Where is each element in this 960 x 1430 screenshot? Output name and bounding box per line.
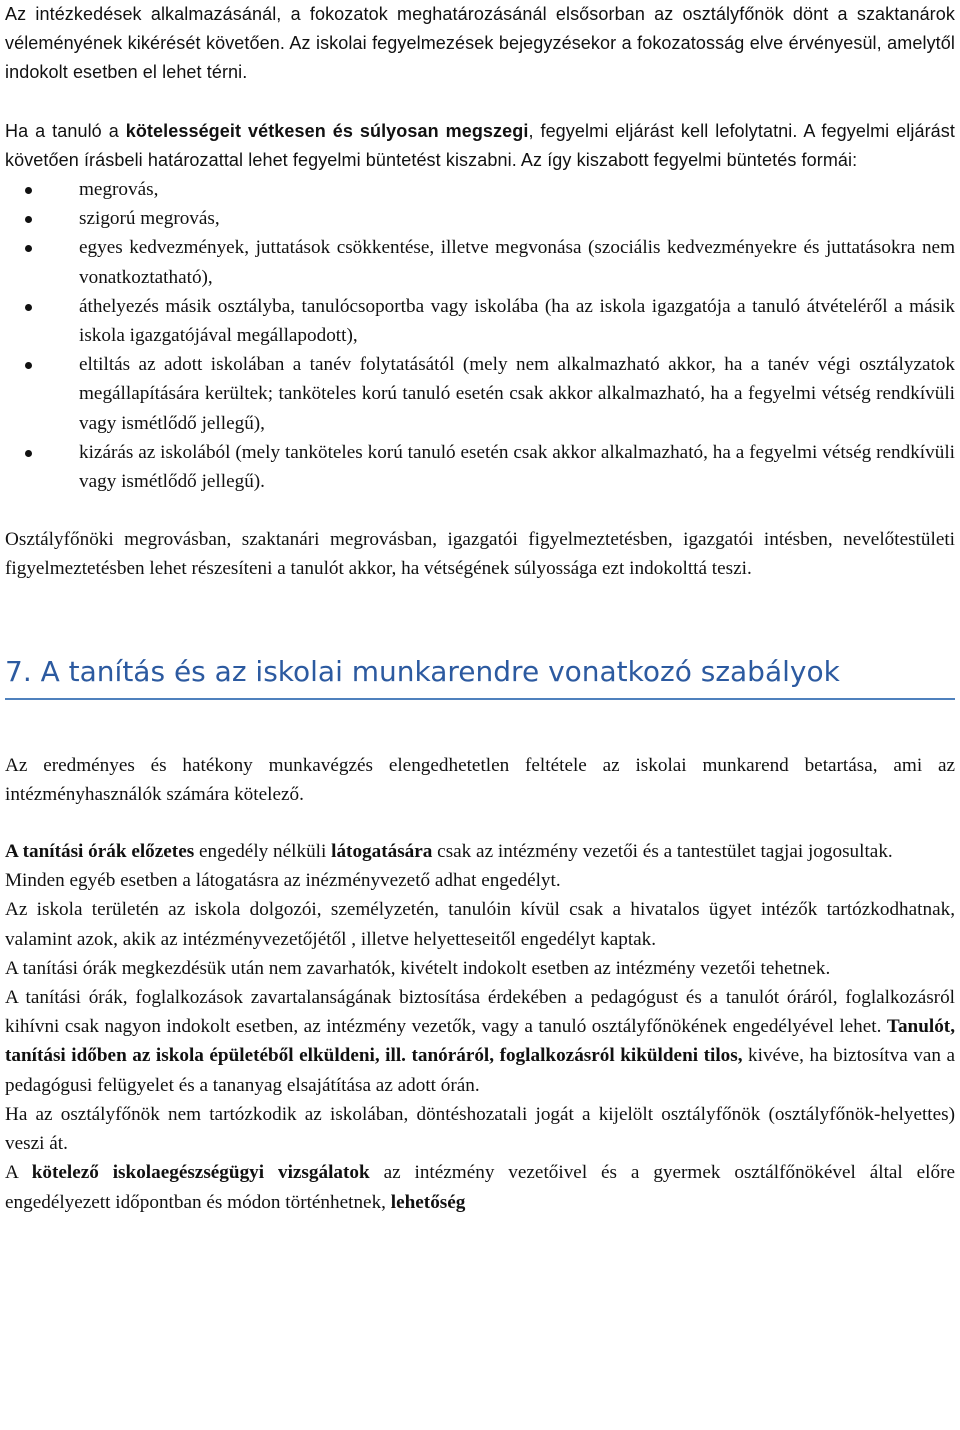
section-heading: 7. A tanítás és az iskolai munkarendre vonatkozó szabályok — [5, 652, 955, 700]
bold-run: A tanítási órák előzetes — [5, 841, 195, 863]
text-run: A tanítási órák, foglalkozások zavartalanságának biztosítása érdekében a pedagógust és a tanulót óráról, foglalkozásról kihívni csak nagyon indokolt esetben, az intézmény vezetők, vagy a tanuló osztályfőnökének engedélyével lehet. — [5, 987, 955, 1038]
text-run: kivéve, ha biztosítva van a pedagógusi felügyelet és a tananyag elsajátítása az adott órán. — [5, 1045, 955, 1096]
bold-run: Tanulót, tanítási időben az iskola épületéből elküldeni, ill. tanóráról, foglalkozásról kiküldeni tilos, — [5, 1016, 955, 1067]
text-run: A — [5, 1162, 32, 1184]
paragraph-school-area: Az iskola területén az iskola dolgozói, személyzetén, tanulóin kívül csak a hivatalos ügyet intézők tartózkodhatnak, valamint azok, akik az intézményvezetőjétől , illetve helyetteseitől engedélyt kaptak. — [5, 899, 955, 950]
bullet-icon — [25, 187, 32, 194]
paragraph-no-disturbance: A tanítási órák megkezdésük után nem zavarhatók, kivételt indokolt esetben az intézmény vezetői tehetnek. — [5, 957, 831, 979]
list-item-text: kizárás az iskolából (mely tanköteles korú tanuló esetén csak akkor alkalmazható, ha a fegyelmi vétség rendkívüli vagy ismétlődő jellegű). — [79, 441, 955, 493]
paragraph-intro: Az intézkedések alkalmazásánál, a fokozatok meghatározásánál elsősorban az osztályfőnök dönt a szaktanárok véleményének kikérését követően. Az iskolai fegyelmezések bejegyzésekor a fokozatosság elve érvényesül, amelytől indokolt esetben el lehet térni. — [5, 4, 955, 83]
paragraph-deputy: Ha az osztályfőnök nem tartózkodik az iskolában, döntéshozatali jogát a kijelölt osztályfőnök (osztályfőnök-helyettes) veszi át. — [5, 1103, 955, 1155]
document-page — [5, 0, 955, 1217]
list-item — [5, 292, 955, 350]
bold-run: látogatására — [331, 841, 433, 863]
paragraph-calling-out — [5, 983, 955, 1100]
paragraph-other-visits: Minden egyéb esetben a látogatásra az inézményvezető adhat engedélyt. — [5, 870, 561, 892]
text-run: Ha a tanuló a — [5, 120, 126, 141]
text-run: csak az intézmény vezetői és a tantestület tagjai jogosultak. — [432, 841, 893, 863]
list-item-text: eltiltás az adott iskolában a tanév folytatásától (mely nem alkalmazható akkor, ha a tanév végi osztályzatok megállapítására kerültek; tanköteles korú tanuló esetén csak akkor alkalmazható, ha a fegyelmi vétség rendkívüli vagy ismétlődő jellegű), — [79, 354, 955, 434]
list-item-text: áthelyezés másik osztályba, tanulócsoportba vagy iskolába (ha az iskola igazgatója a tanuló átvételéről a másik iskola igazgatójával megállapodott), — [79, 295, 955, 347]
text-run: , fegyelmi eljárást kell lefolytatni. A fegyelmi eljárást követően írásbeli határozattal lehet fegyelmi büntetést kiszabni. Az így kiszabott fegyelmi büntetés formái: — [5, 120, 955, 170]
bullet-icon — [25, 450, 32, 457]
bullet-icon — [25, 304, 32, 311]
paragraph-disciplinary-procedure — [5, 117, 955, 175]
bold-run: kötelességeit vétkesen és súlyosan megszegi — [125, 120, 529, 141]
paragraph-lesson-visits — [5, 837, 955, 866]
bullet-icon — [25, 245, 32, 252]
text-run: engedély nélküli — [194, 841, 332, 863]
list-item-text: megrovás, — [79, 179, 159, 201]
penalty-list — [5, 175, 955, 496]
paragraph-health-checks — [5, 1158, 955, 1216]
list-item — [5, 204, 955, 233]
paragraph-warnings: Osztályfőnöki megrovásban, szaktanári megrovásban, igazgatói figyelmeztetésben, igazgatói intésben, nevelőtestületi figyelmeztetésben lehet részesíteni a tanulót akkor, ha vétségének súlyossága ezt indokolttá teszi. — [5, 529, 955, 580]
list-item — [5, 350, 955, 438]
list-item-text: egyes kedvezmények, juttatások csökkentése, illetve megvonása (szociális kedvezményekre és juttatásokra nem vonatkoztatható), — [79, 237, 955, 288]
bullet-icon — [25, 362, 32, 369]
bold-run: kötelező iskolaegészségügyi vizsgálatok — [31, 1162, 370, 1184]
list-item — [5, 233, 955, 291]
bold-run: lehetőség — [390, 1191, 466, 1213]
bullet-icon — [25, 216, 32, 223]
list-item — [5, 175, 955, 204]
paragraph-work-order: Az eredményes és hatékony munkavégzés elengedhetetlen feltétele az iskolai munkarend betartása, ami az intézményhasználók számára kötelező. — [5, 754, 955, 805]
list-item-text: szigorú megrovás, — [79, 208, 220, 230]
text-run: az intézmény vezetőivel és a gyermek osztálfőnökével által előre engedélyezett időpontban és módon történhetnek, — [5, 1162, 955, 1213]
list-item — [5, 438, 955, 496]
